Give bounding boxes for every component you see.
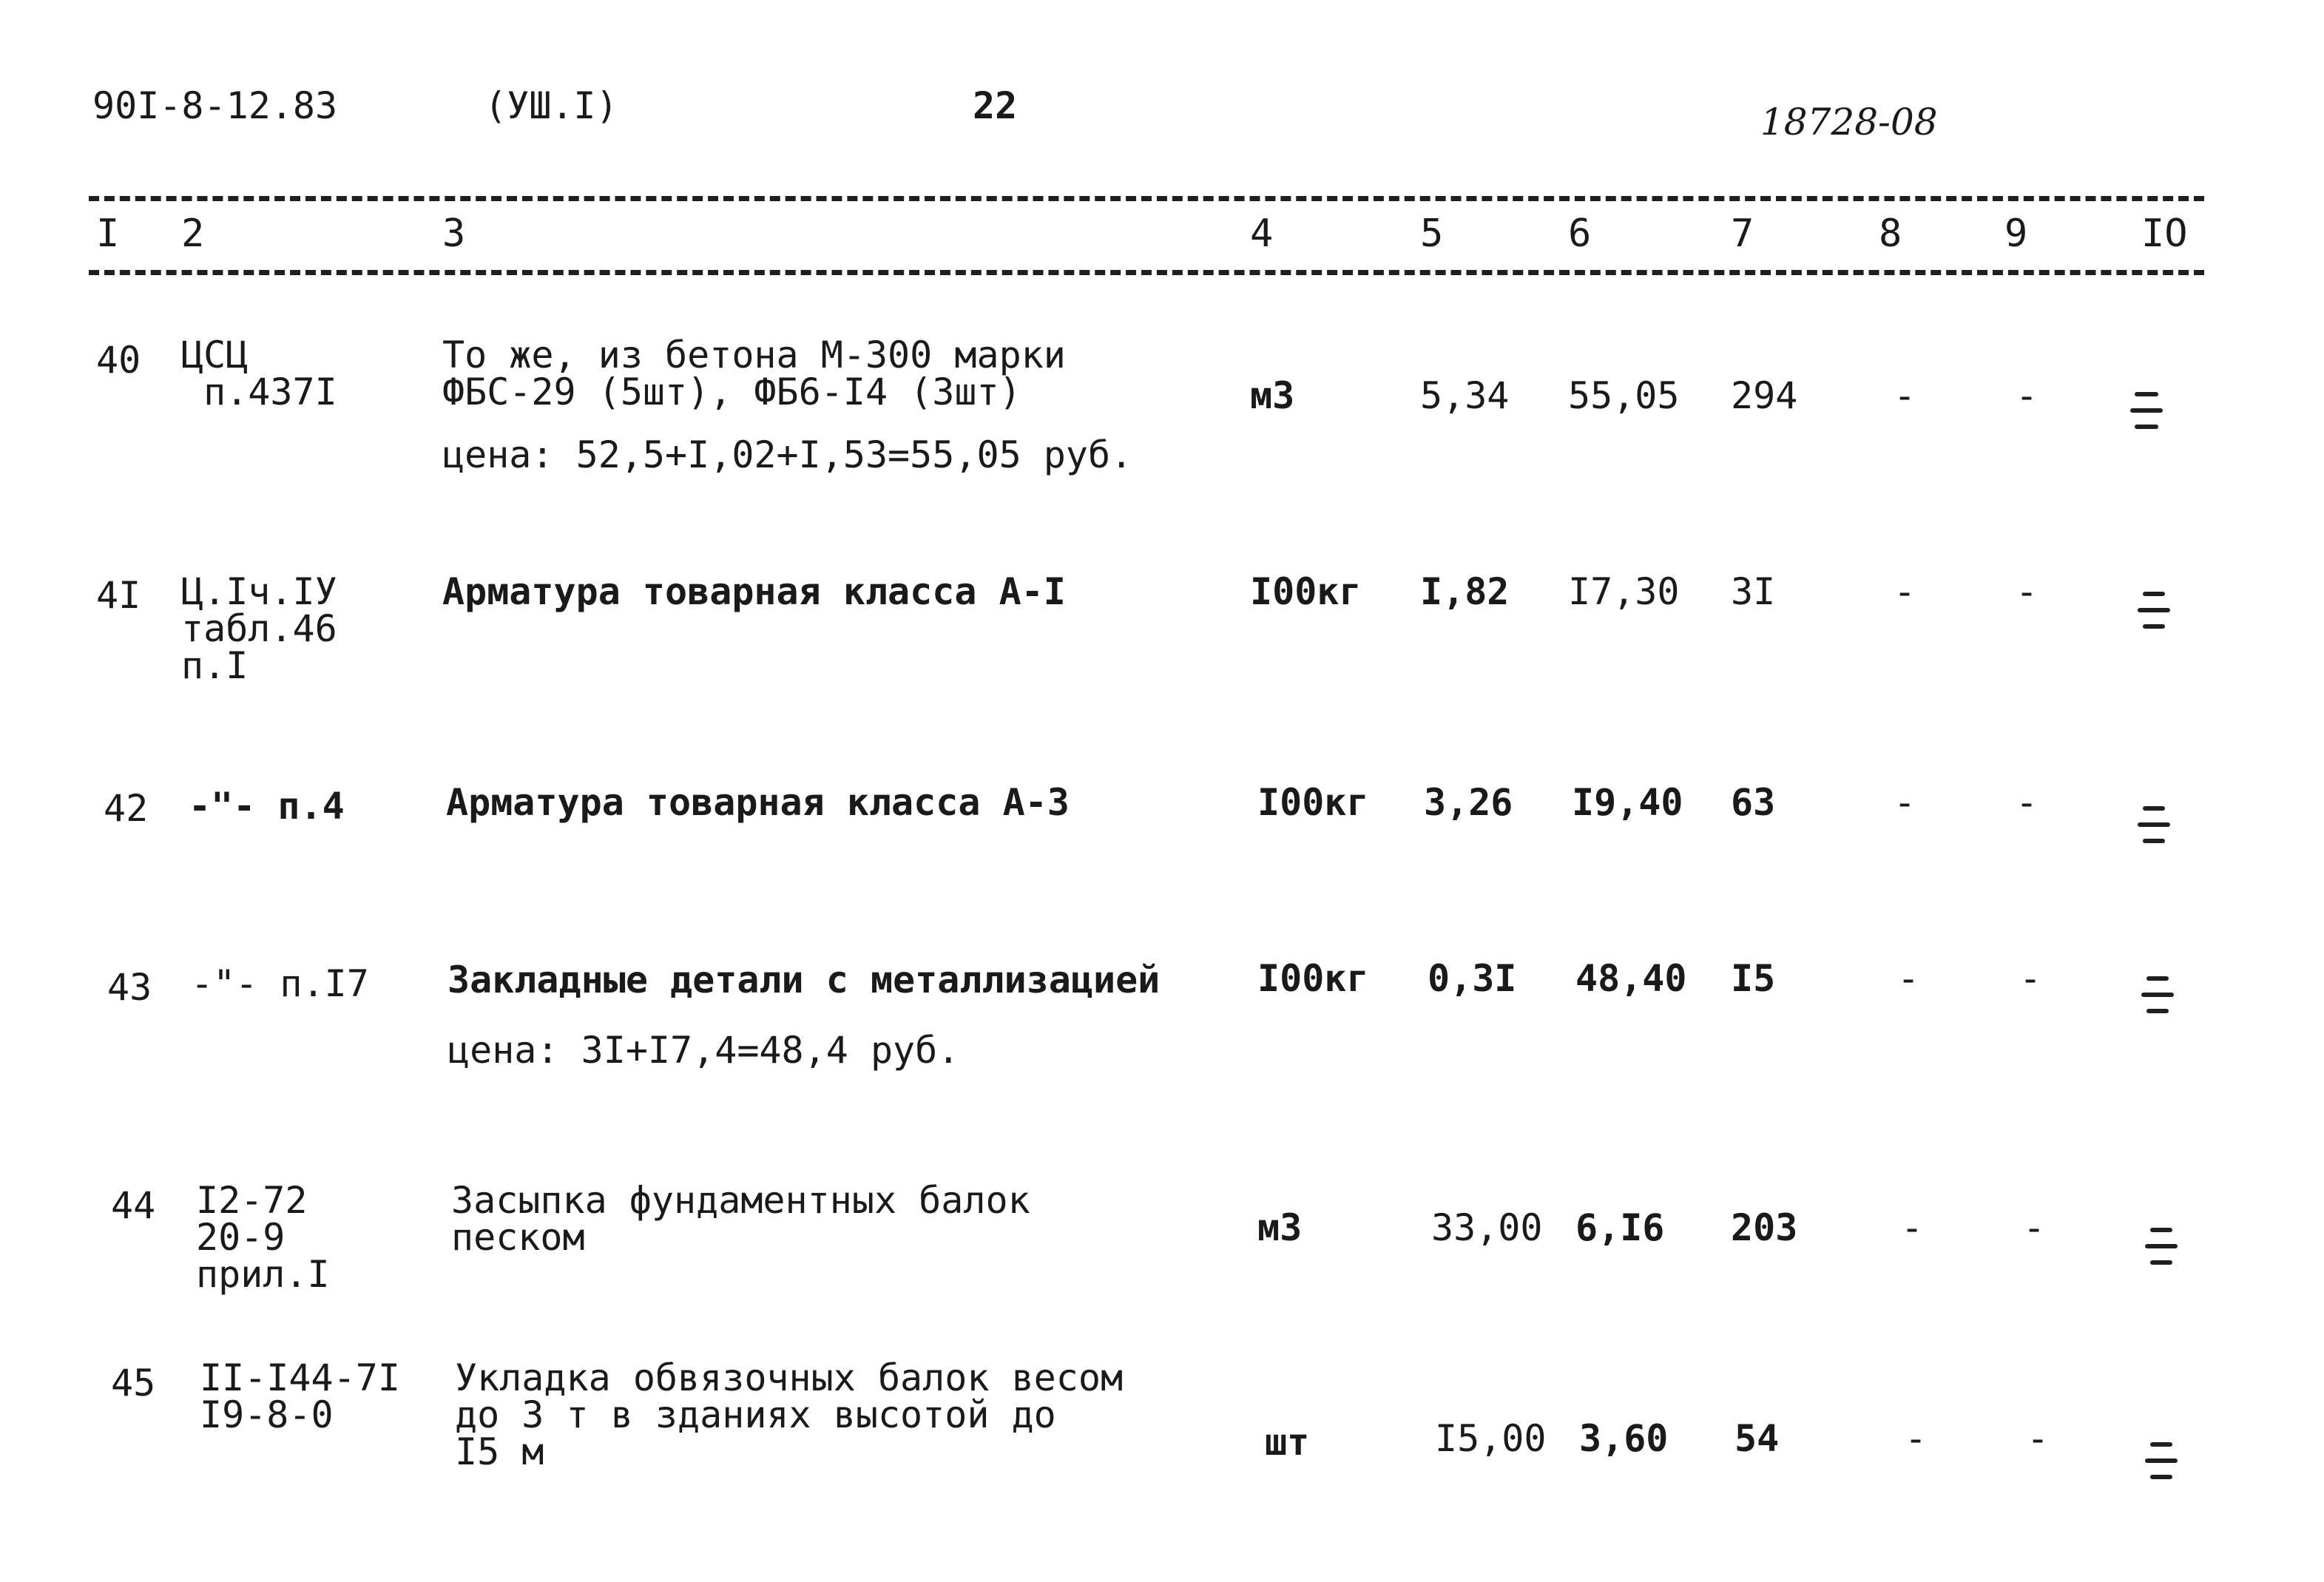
column-8-value: - <box>1897 957 1920 1000</box>
norm-reference: -"- п.I7 <box>191 962 369 1005</box>
row-number: 40 <box>96 339 141 382</box>
column-8-value: - <box>1905 1417 1928 1460</box>
row-number: 44 <box>111 1184 156 1227</box>
price-note: цена: 3I+I7,4=48,4 руб. <box>447 1029 960 1072</box>
column-9-value: - <box>2027 1417 2050 1460</box>
unit-price: 48,40 <box>1575 957 1687 1000</box>
column-header-5: 5 <box>1420 212 1444 256</box>
column-9-value: - <box>2023 1206 2046 1249</box>
division-mark-icon <box>2138 592 2170 632</box>
quantity: 0,3I <box>1428 957 1517 1000</box>
unit: м3 <box>1250 374 1295 417</box>
work-description: То же, из бетона М-300 марки ФБС-29 (5шт), ФБ6-I4 (3шт) <box>442 334 1066 413</box>
quantity: I,82 <box>1420 570 1510 613</box>
quantity: 5,34 <box>1420 374 1510 417</box>
column-header-1: I <box>96 212 120 256</box>
row-number: 43 <box>107 966 152 1009</box>
quantity: 3,26 <box>1424 781 1513 824</box>
header-top-rule <box>89 196 2204 201</box>
header-bottom-rule <box>89 270 2204 275</box>
unit: I00кг <box>1250 570 1362 613</box>
column-header-8: 8 <box>1879 212 1902 256</box>
division-mark-icon <box>2145 1228 2178 1268</box>
division-mark-icon <box>2145 1442 2178 1482</box>
total-cost: 294 <box>1731 374 1798 417</box>
unit: I00кг <box>1257 957 1369 1000</box>
total-cost: 3I <box>1731 570 1776 613</box>
total-cost: 203 <box>1731 1206 1798 1249</box>
row-number: 42 <box>104 787 149 830</box>
column-8-value: - <box>1901 1206 1924 1249</box>
unit-price: 6,I6 <box>1575 1206 1665 1249</box>
handwritten-number: 18728-08 <box>1760 101 1938 143</box>
unit: м3 <box>1257 1206 1303 1249</box>
section-label: (УШ.I) <box>484 84 618 127</box>
page-number: 22 <box>973 84 1018 127</box>
column-header-4: 4 <box>1250 212 1274 256</box>
work-description: Арматура товарная класса А-I <box>442 570 1066 613</box>
unit-price: 55,05 <box>1568 374 1680 417</box>
row-number: 4I <box>96 574 141 617</box>
work-description: Арматура товарная класса А-3 <box>446 781 1070 824</box>
total-cost: 54 <box>1734 1417 1780 1460</box>
division-mark-icon <box>2141 976 2174 1016</box>
price-note: цена: 52,5+I,02+I,53=55,05 руб. <box>442 433 1133 476</box>
column-header-2: 2 <box>181 212 205 256</box>
column-8-value: - <box>1894 781 1916 824</box>
quantity: I5,00 <box>1435 1417 1547 1460</box>
column-9-value: - <box>2016 781 2038 824</box>
column-9-value: - <box>2019 957 2042 1000</box>
column-8-value: - <box>1894 374 1916 417</box>
column-header-7: 7 <box>1731 212 1754 256</box>
document-code: 90I-8-12.83 <box>92 84 338 127</box>
total-cost: 63 <box>1731 781 1776 824</box>
total-cost: I5 <box>1731 957 1776 1000</box>
norm-reference: I2-72 20-9 прил.I <box>196 1179 330 1296</box>
column-header-3: 3 <box>442 212 466 256</box>
work-description: Засыпка фундаментных балок песком <box>451 1179 1030 1259</box>
norm-reference: II-I44-7I I9-8-0 <box>200 1356 400 1436</box>
column-header-6: 6 <box>1568 212 1592 256</box>
unit: I00кг <box>1257 781 1369 824</box>
column-header-10: IO <box>2141 212 2188 256</box>
norm-reference: Ц.Iч.IУ табл.46 п.I <box>181 570 337 687</box>
division-mark-icon <box>2130 392 2163 432</box>
norm-reference: ЦСЦ п.437I <box>181 334 337 413</box>
column-8-value: - <box>1894 570 1916 613</box>
work-description: Закладные детали с металлизацией <box>447 959 1161 1001</box>
row-number: 45 <box>111 1362 156 1404</box>
division-mark-icon <box>2138 806 2170 846</box>
work-description: Укладка обвязочных балок весом до 3 т в зданиях высотой до I5 м <box>455 1356 1124 1473</box>
unit-price: 3,60 <box>1579 1417 1669 1460</box>
norm-reference: -"- п.4 <box>189 785 345 828</box>
column-9-value: - <box>2016 374 2038 417</box>
unit-price: I9,40 <box>1572 781 1683 824</box>
quantity: 33,00 <box>1431 1206 1543 1249</box>
column-9-value: - <box>2016 570 2038 613</box>
column-header-9: 9 <box>2004 212 2028 256</box>
unit-price: I7,30 <box>1568 570 1680 613</box>
unit: шт <box>1265 1421 1310 1464</box>
